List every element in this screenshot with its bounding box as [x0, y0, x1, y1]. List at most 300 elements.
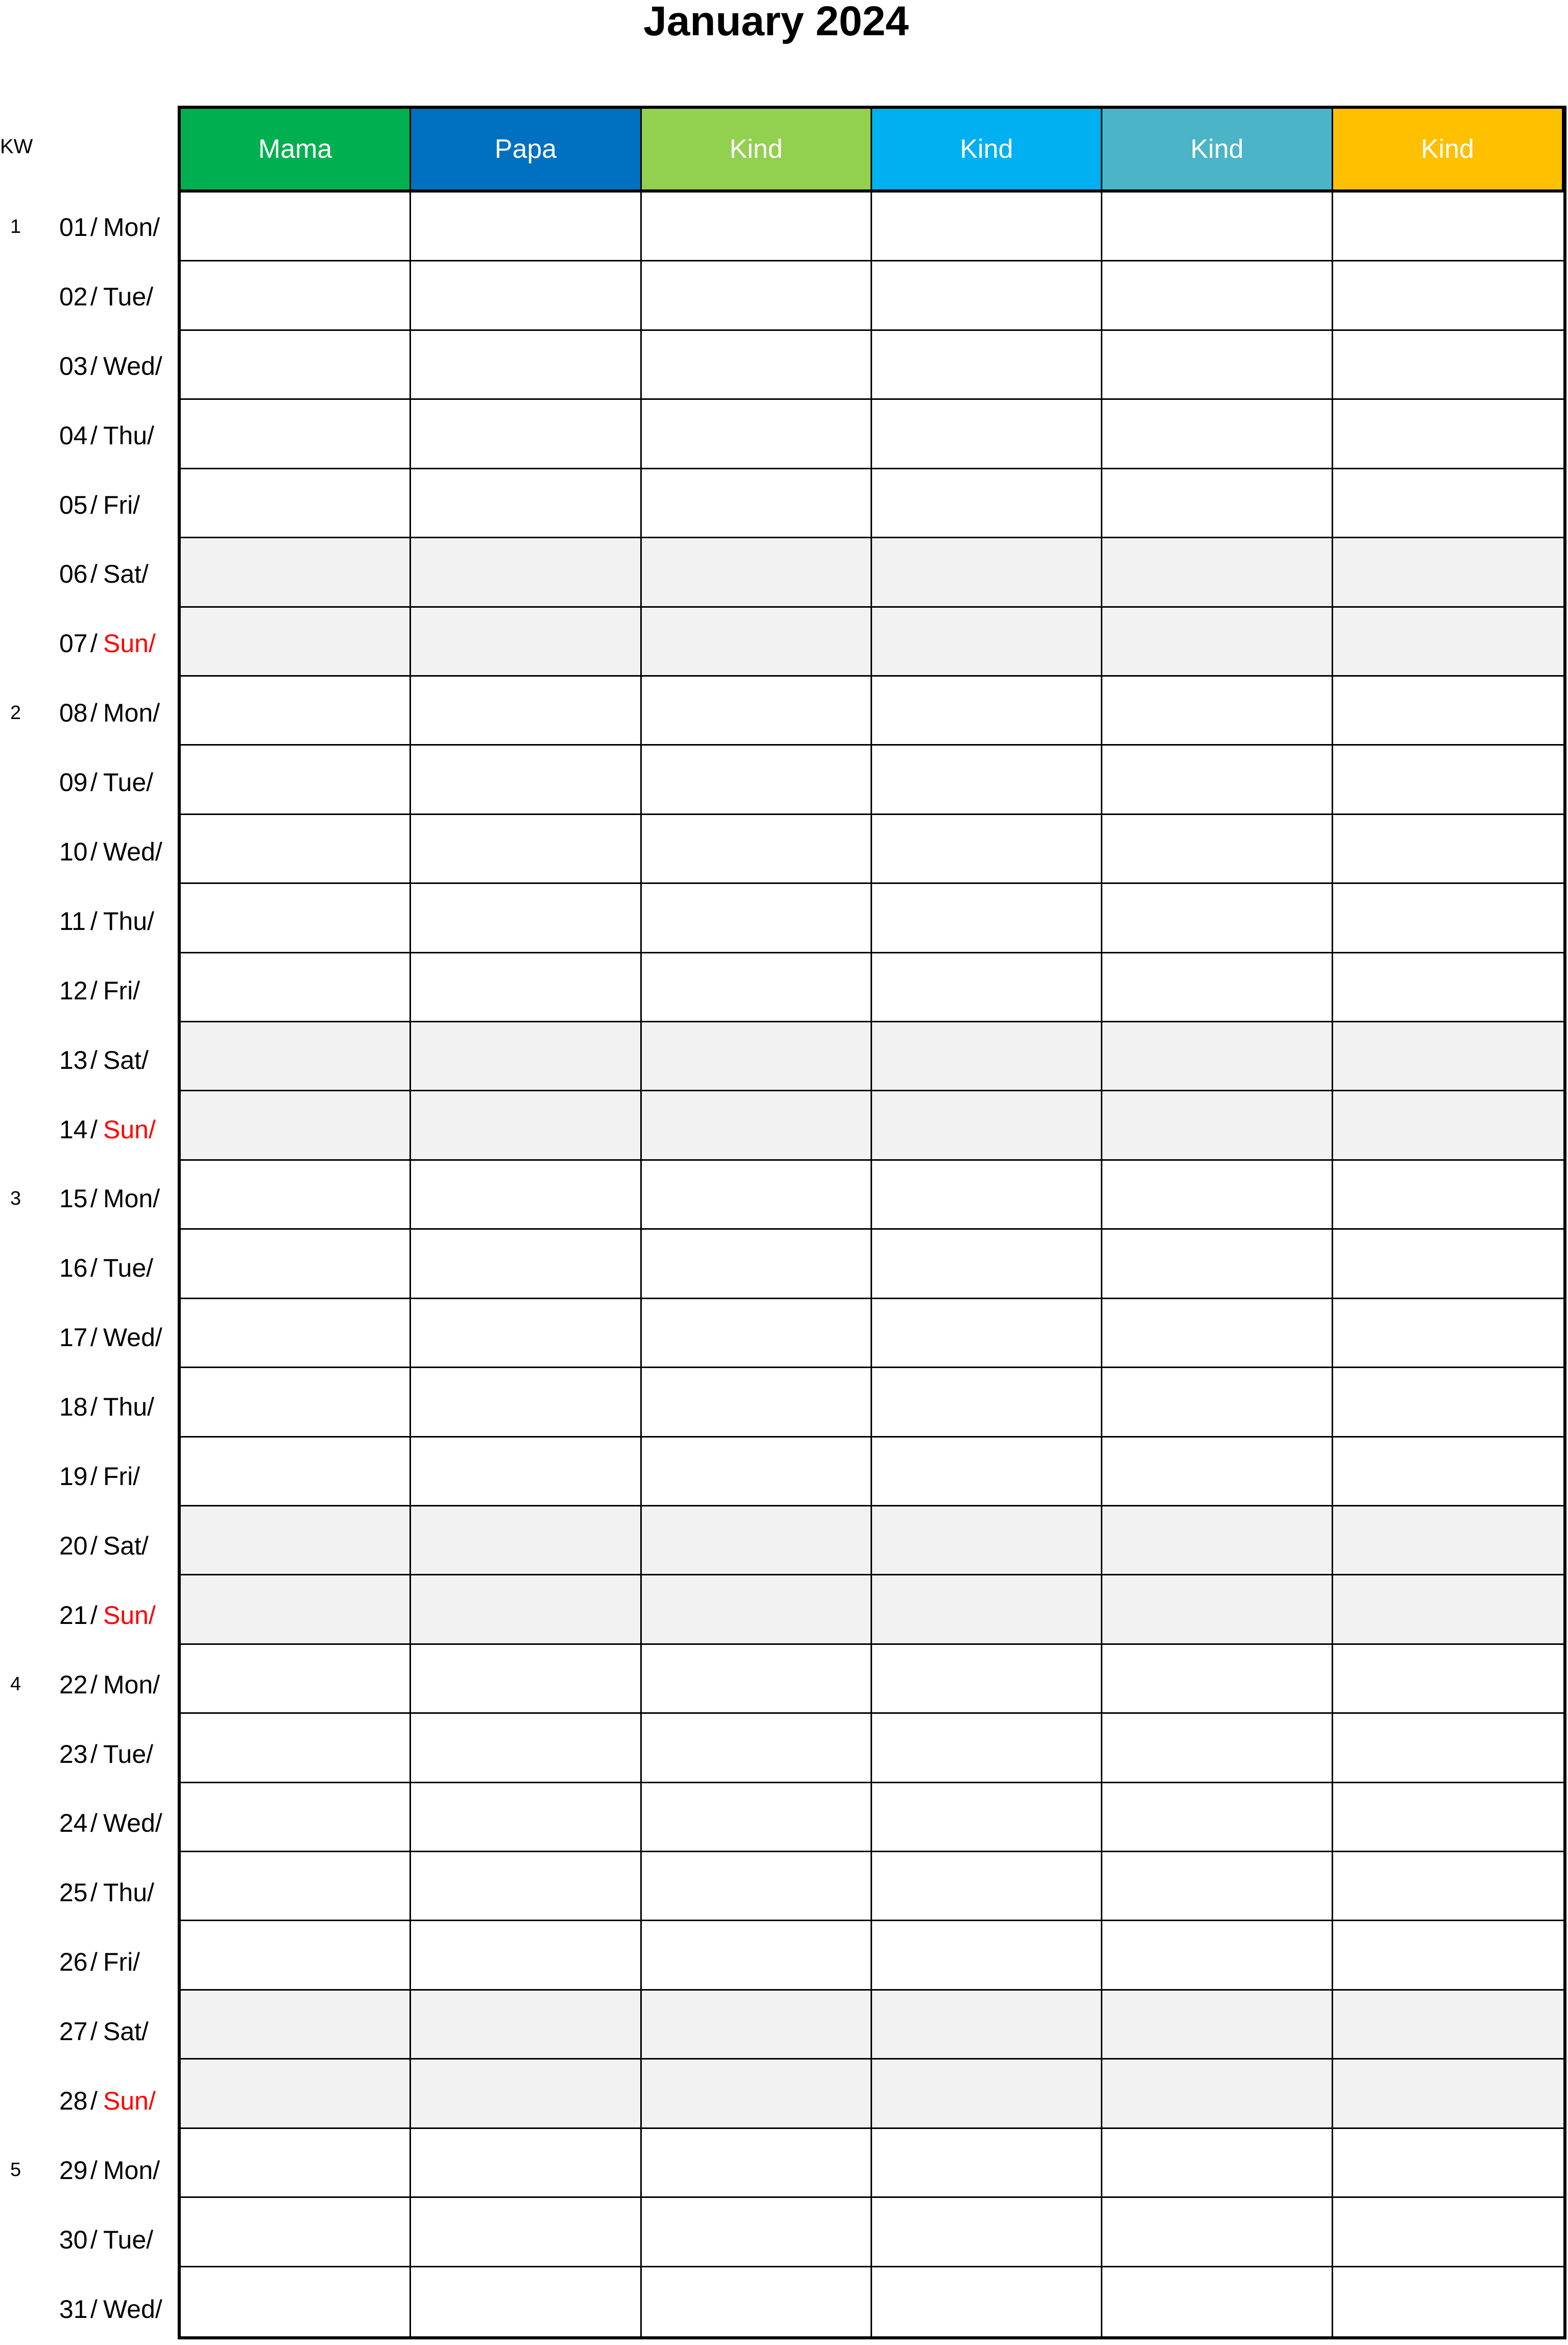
entry-cell[interactable]	[411, 1852, 641, 1921]
entry-cell[interactable]	[181, 2267, 411, 2336]
entry-cell[interactable]	[1102, 1161, 1333, 1230]
entry-cell[interactable]	[872, 1575, 1102, 1644]
entry-cell[interactable]	[642, 261, 872, 330]
weekday-name: Sun/	[103, 1600, 156, 1630]
day-label-row	[0, 1164, 178, 1233]
entry-cell[interactable]	[872, 331, 1102, 400]
entry-cell[interactable]	[1333, 2129, 1563, 2198]
entry-cell[interactable]	[411, 815, 641, 884]
day-separator: /	[90, 2225, 98, 2254]
entry-cell[interactable]	[1102, 608, 1333, 677]
entry-cell[interactable]	[642, 400, 872, 469]
entry-cell[interactable]	[642, 2198, 872, 2267]
calendar-grid	[178, 106, 1566, 2339]
week-number: 1	[10, 216, 21, 238]
day-label-row	[0, 1788, 178, 1858]
entry-cell[interactable]	[642, 331, 872, 400]
day-separator: /	[90, 490, 98, 519]
entry-cell[interactable]	[411, 1783, 641, 1852]
entry-cell[interactable]	[872, 1645, 1102, 1714]
entry-cell[interactable]	[872, 1506, 1102, 1575]
entry-cell[interactable]	[1333, 2267, 1563, 2336]
entry-cell[interactable]	[181, 538, 411, 607]
entry-cell[interactable]	[1333, 261, 1563, 330]
day-number: 23	[59, 1739, 88, 1768]
entry-cell[interactable]	[642, 1921, 872, 1990]
entry-cell[interactable]	[642, 677, 872, 746]
day-number: 05	[59, 490, 88, 519]
entry-cell[interactable]	[642, 2060, 872, 2128]
entry-cell[interactable]	[411, 677, 641, 746]
day-number: 01	[59, 212, 88, 242]
day-separator: /	[90, 351, 98, 380]
entry-cell[interactable]	[1102, 538, 1333, 607]
day-label-row	[0, 193, 178, 262]
day-separator: /	[90, 906, 98, 936]
entry-cell[interactable]	[642, 815, 872, 884]
entry-cell[interactable]	[872, 1438, 1102, 1506]
entry-cell[interactable]	[1102, 1299, 1333, 1368]
entry-cell[interactable]	[181, 1230, 411, 1299]
entry-cell[interactable]	[411, 261, 641, 330]
day-label-row	[0, 2066, 178, 2136]
day-number: 04	[59, 421, 88, 450]
entry-cell[interactable]	[181, 1714, 411, 1783]
day-number: 31	[59, 2294, 88, 2324]
entry-cell[interactable]	[642, 608, 872, 677]
entry-cell[interactable]	[1102, 1368, 1333, 1437]
entry-cell[interactable]	[642, 1645, 872, 1714]
day-separator: /	[90, 560, 98, 589]
day-separator: /	[90, 768, 98, 797]
entry-cell[interactable]	[411, 538, 641, 607]
day-label-row	[0, 1997, 178, 2066]
day-separator: /	[90, 282, 98, 311]
day-separator: /	[90, 1739, 98, 1768]
entry-cell[interactable]	[642, 1299, 872, 1368]
entry-cell[interactable]	[181, 2060, 411, 2128]
weekday-name: Sun/	[103, 2086, 156, 2115]
entry-cell[interactable]	[181, 1091, 411, 1160]
column-header-3: Kind	[642, 109, 872, 193]
entry-cell[interactable]	[1102, 1852, 1333, 1921]
entry-cell[interactable]	[872, 1852, 1102, 1921]
entry-cell[interactable]	[872, 1299, 1102, 1368]
day-number: 07	[59, 629, 88, 658]
entry-cell[interactable]	[411, 1991, 641, 2060]
entry-cell[interactable]	[181, 400, 411, 469]
entry-cell[interactable]	[642, 1368, 872, 1437]
entry-cell[interactable]	[181, 1368, 411, 1437]
day-label-row	[0, 678, 178, 748]
entry-cell[interactable]	[642, 1022, 872, 1091]
entry-cell[interactable]	[642, 469, 872, 538]
entry-cell[interactable]	[642, 1575, 872, 1644]
day-number: 09	[59, 768, 88, 797]
weekday-name: Sat/	[103, 1045, 149, 1074]
week-number: 2	[10, 702, 21, 724]
weekday-name: Mon/	[103, 699, 160, 728]
weekday-name: Sun/	[103, 1115, 156, 1144]
entry-cell[interactable]	[1102, 1230, 1333, 1299]
day-number: 24	[59, 1809, 88, 1838]
entry-cell[interactable]	[411, 2267, 641, 2336]
entry-cell[interactable]	[411, 1438, 641, 1506]
entry-cell[interactable]	[872, 953, 1102, 1022]
entry-cell[interactable]	[1333, 953, 1563, 1022]
entry-cell[interactable]	[872, 815, 1102, 884]
entry-cell[interactable]	[181, 1299, 411, 1368]
weekday-name: Thu/	[103, 421, 155, 450]
entry-cell[interactable]	[1333, 1852, 1563, 1921]
day-separator: /	[90, 212, 98, 242]
entry-cell[interactable]	[872, 677, 1102, 746]
day-label-row	[0, 817, 178, 887]
weekday-name: Tue/	[103, 2225, 154, 2254]
entry-cell[interactable]	[872, 1991, 1102, 2060]
entry-cell[interactable]	[1102, 884, 1333, 953]
weekday-name: Mon/	[103, 212, 160, 242]
entry-cell[interactable]	[1333, 1091, 1563, 1160]
day-number: 20	[59, 1531, 88, 1560]
entry-cell[interactable]	[872, 2129, 1102, 2198]
day-separator: /	[90, 1670, 98, 1699]
entry-cell[interactable]	[1102, 1714, 1333, 1783]
entry-cell[interactable]	[1102, 1783, 1333, 1852]
entry-cell[interactable]	[642, 1852, 872, 1921]
entry-cell[interactable]	[872, 261, 1102, 330]
entry-cell[interactable]	[1102, 193, 1333, 261]
entry-cell[interactable]	[1333, 815, 1563, 884]
weekday-name: Tue/	[103, 1739, 154, 1768]
entry-cell[interactable]	[181, 261, 411, 330]
weekday-name: Tue/	[103, 768, 154, 797]
day-label-row	[0, 1303, 178, 1372]
entry-cell[interactable]	[1102, 2198, 1333, 2267]
entry-cell[interactable]	[1102, 2267, 1333, 2336]
weekday-name: Sat/	[103, 2017, 149, 2046]
entry-cell[interactable]	[1333, 1368, 1563, 1437]
column-header-6: Kind	[1333, 109, 1563, 193]
weekday-name: Wed/	[103, 1809, 162, 1838]
day-label-row	[0, 331, 178, 401]
entry-cell[interactable]	[1102, 1921, 1333, 1990]
entry-cell[interactable]	[872, 746, 1102, 815]
entry-cell[interactable]	[1102, 1091, 1333, 1160]
day-separator: /	[90, 837, 98, 866]
entry-cell[interactable]	[642, 953, 872, 1022]
entry-cell[interactable]	[642, 1230, 872, 1299]
day-label-row	[0, 1719, 178, 1789]
entry-cell[interactable]	[411, 331, 641, 400]
entry-cell[interactable]	[1102, 1022, 1333, 1091]
entry-cell[interactable]	[1102, 2129, 1333, 2198]
entry-cell[interactable]	[642, 1714, 872, 1783]
entry-cell[interactable]	[411, 746, 641, 815]
day-label-row	[0, 956, 178, 1025]
entry-cell[interactable]	[411, 2198, 641, 2267]
entry-cell[interactable]	[181, 677, 411, 746]
entry-cell[interactable]	[642, 1506, 872, 1575]
entry-cell[interactable]	[872, 2198, 1102, 2267]
entry-cell[interactable]	[1333, 1299, 1563, 1368]
day-separator: /	[90, 1393, 98, 1422]
weekday-name: Wed/	[103, 351, 162, 380]
entry-cell[interactable]	[642, 1091, 872, 1160]
day-number: 21	[59, 1600, 88, 1630]
entry-cell[interactable]	[181, 1991, 411, 2060]
weekday-name: Wed/	[103, 1323, 162, 1352]
day-label-row	[0, 1233, 178, 1303]
day-label-row	[0, 887, 178, 956]
day-separator: /	[90, 1600, 98, 1630]
weekday-name: Fri/	[103, 1948, 140, 1977]
entry-cell[interactable]	[411, 1299, 641, 1368]
entry-cell[interactable]	[181, 1921, 411, 1990]
day-separator: /	[90, 1045, 98, 1074]
day-label-row	[0, 2275, 178, 2344]
weekday-name: Thu/	[103, 1878, 155, 1907]
week-number: 3	[10, 1187, 21, 1209]
entry-cell[interactable]	[872, 1230, 1102, 1299]
weekday-name: Sun/	[103, 629, 156, 658]
day-number: 22	[59, 1670, 88, 1699]
day-separator: /	[90, 1115, 98, 1144]
entry-cell[interactable]	[1102, 469, 1333, 538]
entry-cell[interactable]	[181, 193, 411, 261]
day-number: 11	[59, 906, 86, 936]
day-label-row	[0, 1372, 178, 1442]
entry-cell[interactable]	[872, 469, 1102, 538]
entry-cell[interactable]	[1333, 400, 1563, 469]
day-separator: /	[90, 1184, 98, 1213]
entry-cell[interactable]	[181, 2129, 411, 2198]
entry-cell[interactable]	[872, 538, 1102, 607]
entry-cell[interactable]	[181, 331, 411, 400]
entry-cell[interactable]	[1333, 1783, 1563, 1852]
entry-cell[interactable]	[1102, 1575, 1333, 1644]
day-number: 10	[59, 837, 88, 866]
entry-cell[interactable]	[872, 1091, 1102, 1160]
day-number: 25	[59, 1878, 88, 1907]
entry-cell[interactable]	[411, 1714, 641, 1783]
entry-cell[interactable]	[1102, 331, 1333, 400]
day-number: 26	[59, 1948, 88, 1977]
weekday-name: Sat/	[103, 1531, 149, 1560]
entry-cell[interactable]	[1333, 2060, 1563, 2128]
entry-cell[interactable]	[1333, 608, 1563, 677]
entry-cell[interactable]	[181, 815, 411, 884]
entry-cell[interactable]	[872, 884, 1102, 953]
day-separator: /	[90, 2017, 98, 2046]
entry-cell[interactable]	[1333, 538, 1563, 607]
calendar-week-label: KW	[0, 135, 33, 158]
day-number: 02	[59, 282, 88, 311]
day-number: 30	[59, 2225, 88, 2254]
day-label-row	[0, 609, 178, 678]
day-number: 12	[59, 976, 88, 1005]
entry-cell[interactable]	[872, 1714, 1102, 1783]
entry-cell[interactable]	[642, 193, 872, 261]
entry-cell[interactable]	[411, 1506, 641, 1575]
entry-cell[interactable]	[1333, 1991, 1563, 2060]
entry-cell[interactable]	[1102, 1438, 1333, 1506]
entry-cell[interactable]	[1333, 469, 1563, 538]
entry-cell[interactable]	[181, 746, 411, 815]
entry-cell[interactable]	[1333, 1022, 1563, 1091]
day-number: 29	[59, 2156, 88, 2185]
weekday-name: Mon/	[103, 2156, 160, 2185]
day-label-row	[0, 539, 178, 609]
entry-cell[interactable]	[1102, 953, 1333, 1022]
entry-cell[interactable]	[1102, 677, 1333, 746]
day-label-row	[0, 470, 178, 540]
entry-cell[interactable]	[642, 2267, 872, 2336]
entry-cell[interactable]	[642, 538, 872, 607]
entry-cell[interactable]	[411, 469, 641, 538]
entry-cell[interactable]	[411, 1230, 641, 1299]
day-separator: /	[90, 2156, 98, 2185]
entry-cell[interactable]	[1333, 1714, 1563, 1783]
entry-cell[interactable]	[1333, 2198, 1563, 2267]
entry-cell[interactable]	[1333, 1506, 1563, 1575]
entry-cell[interactable]	[181, 1852, 411, 1921]
entry-cell[interactable]	[1333, 1575, 1563, 1644]
entry-cell[interactable]	[642, 1991, 872, 2060]
entry-cell[interactable]	[1102, 261, 1333, 330]
day-number: 28	[59, 2086, 88, 2115]
entry-cell[interactable]	[872, 2267, 1102, 2336]
entry-cell[interactable]	[872, 1783, 1102, 1852]
entry-cell[interactable]	[872, 193, 1102, 261]
entry-cell[interactable]	[181, 2198, 411, 2267]
entry-cell[interactable]	[642, 1783, 872, 1852]
weekday-name: Thu/	[103, 1393, 155, 1422]
day-number: 16	[59, 1254, 88, 1283]
entry-cell[interactable]	[181, 1506, 411, 1575]
entry-cell[interactable]	[1333, 331, 1563, 400]
entry-cell[interactable]	[1333, 1438, 1563, 1506]
week-number: 4	[10, 1673, 21, 1695]
entry-cell[interactable]	[1102, 1991, 1333, 2060]
day-number: 19	[59, 1462, 88, 1491]
day-separator: /	[90, 421, 98, 450]
day-number: 03	[59, 351, 88, 380]
entry-cell[interactable]	[181, 1783, 411, 1852]
day-separator: /	[90, 1809, 98, 1838]
entry-cell[interactable]	[1102, 746, 1333, 815]
entry-cell[interactable]	[872, 1368, 1102, 1437]
entry-cell[interactable]	[1333, 884, 1563, 953]
day-label-row	[0, 1581, 178, 1650]
weekday-name: Fri/	[103, 1462, 140, 1491]
day-label-row	[0, 1025, 178, 1095]
day-label-column	[0, 193, 178, 2344]
page-title: January 2024	[643, 0, 909, 44]
entry-cell[interactable]	[411, 1921, 641, 1990]
column-header-1: Mama	[181, 109, 411, 193]
entry-cell[interactable]	[411, 193, 641, 261]
weekday-name: Tue/	[103, 282, 154, 311]
entry-cell[interactable]	[872, 2060, 1102, 2128]
entry-cell[interactable]	[872, 400, 1102, 469]
entry-cell[interactable]	[181, 953, 411, 1022]
entry-cell[interactable]	[411, 884, 641, 953]
entry-cell[interactable]	[411, 608, 641, 677]
weekday-name: Sat/	[103, 560, 149, 589]
day-label-row	[0, 1442, 178, 1511]
entry-cell[interactable]	[872, 1022, 1102, 1091]
entry-cell[interactable]	[1333, 1161, 1563, 1230]
entry-cell[interactable]	[181, 1022, 411, 1091]
day-label-row	[0, 2136, 178, 2205]
entry-cell[interactable]	[411, 2060, 641, 2128]
weekday-name: Thu/	[103, 906, 155, 936]
entry-cell[interactable]	[1333, 677, 1563, 746]
day-label-row	[0, 1095, 178, 1164]
entry-cell[interactable]	[181, 884, 411, 953]
day-number: 13	[59, 1045, 88, 1074]
entry-cell[interactable]	[1102, 2060, 1333, 2128]
entry-cell[interactable]	[181, 469, 411, 538]
entry-cell[interactable]	[411, 1022, 641, 1091]
entry-cell[interactable]	[181, 1161, 411, 1230]
entry-cell[interactable]	[642, 884, 872, 953]
entry-cell[interactable]	[411, 1161, 641, 1230]
entry-cell[interactable]	[181, 1645, 411, 1714]
entry-cell[interactable]	[1333, 193, 1563, 261]
entry-cell[interactable]	[411, 400, 641, 469]
day-label-row	[0, 1650, 178, 1719]
entry-cell[interactable]	[1333, 1645, 1563, 1714]
day-label-row	[0, 1858, 178, 1927]
entry-cell[interactable]	[1333, 1230, 1563, 1299]
entry-cell[interactable]	[411, 1091, 641, 1160]
column-header-2: Papa	[411, 109, 641, 193]
entry-cell[interactable]	[411, 1645, 641, 1714]
entry-cell[interactable]	[872, 1921, 1102, 1990]
day-number: 06	[59, 560, 88, 589]
entry-cell[interactable]	[181, 1438, 411, 1506]
entry-cell[interactable]	[181, 608, 411, 677]
entry-cell[interactable]	[872, 608, 1102, 677]
day-separator: /	[90, 1878, 98, 1907]
day-separator: /	[90, 1323, 98, 1352]
entry-cell[interactable]	[1102, 1645, 1333, 1714]
entry-cell[interactable]	[411, 1575, 641, 1644]
entry-cell[interactable]	[1102, 400, 1333, 469]
entry-cell[interactable]	[642, 1438, 872, 1506]
day-label-row	[0, 1927, 178, 1997]
day-separator: /	[90, 2086, 98, 2115]
entry-cell[interactable]	[411, 1368, 641, 1437]
entry-cell[interactable]	[411, 953, 641, 1022]
entry-cell[interactable]	[642, 2129, 872, 2198]
entry-cell[interactable]	[642, 1161, 872, 1230]
entry-cell[interactable]	[872, 1161, 1102, 1230]
entry-cell[interactable]	[1102, 1506, 1333, 1575]
day-number: 15	[59, 1184, 88, 1213]
entry-cell[interactable]	[1102, 815, 1333, 884]
entry-cell[interactable]	[1333, 746, 1563, 815]
weekday-name: Fri/	[103, 490, 140, 519]
entry-cell[interactable]	[642, 746, 872, 815]
entry-cell[interactable]	[1333, 1921, 1563, 1990]
entry-cell[interactable]	[181, 1575, 411, 1644]
entry-cell[interactable]	[411, 2129, 641, 2198]
day-label-row	[0, 2205, 178, 2275]
day-separator: /	[90, 1462, 98, 1491]
